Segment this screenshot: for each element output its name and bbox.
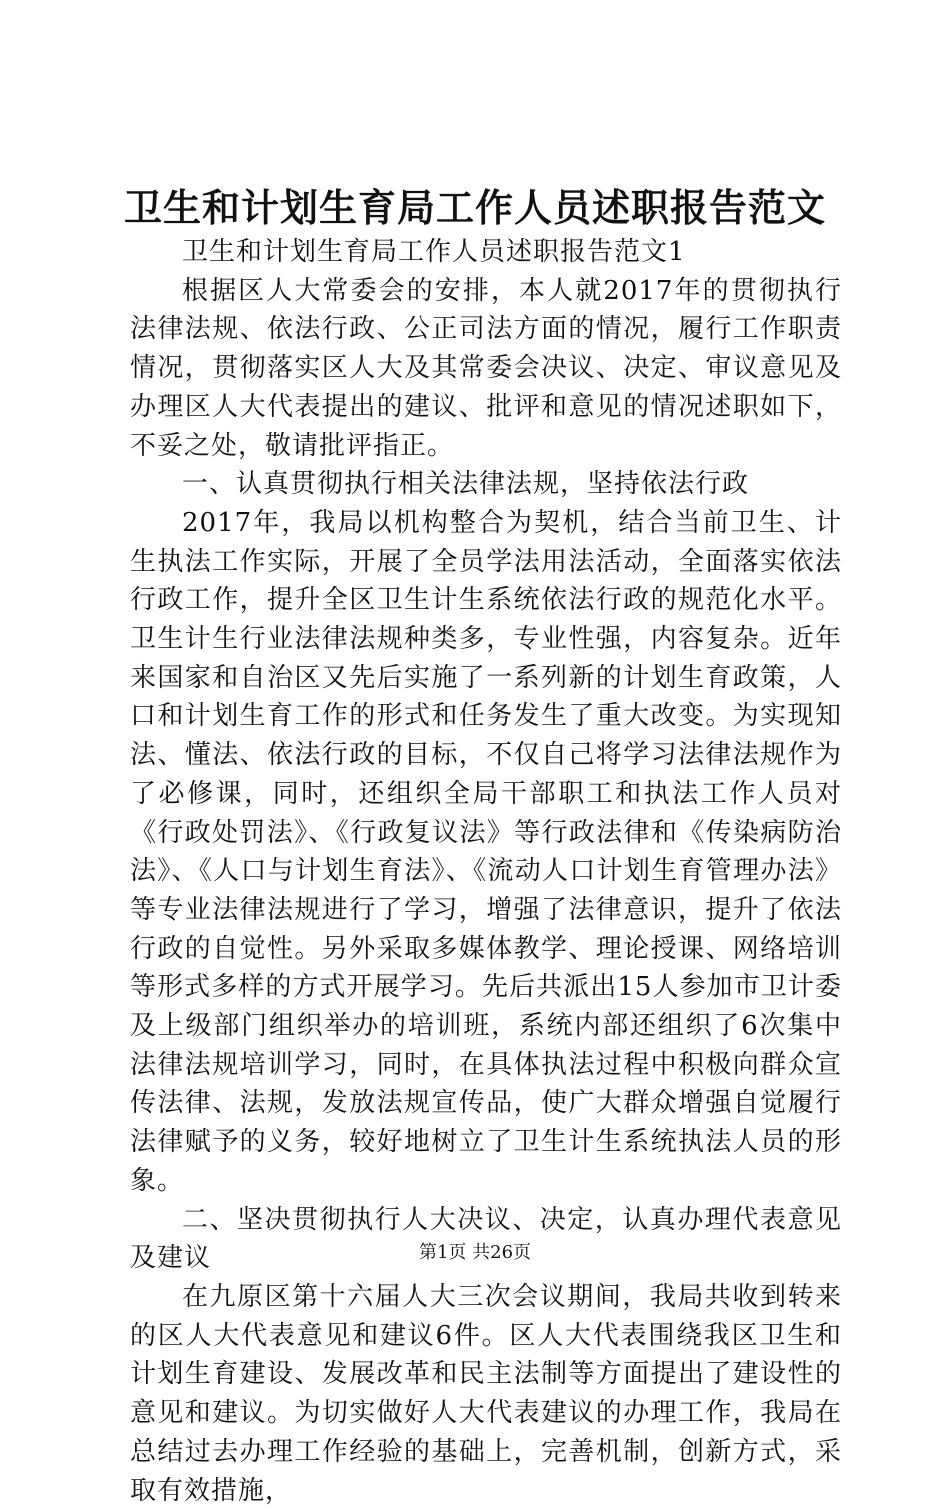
document-body bbox=[130, 233, 842, 1510]
section-heading-1: 一、认真贯彻执行相关法律法规，坚持依法行政 bbox=[182, 469, 750, 500]
intro-paragraph: 根据区人大常委会的安排，本人就2017年的贯彻执行法律法规、依法行政、公正司法方面的情况，履行工作职责情况，贯彻落实区人大及其常委会决议、决定、审议意见及办理区人大代表提出的建议、批评和意见的情况述职如下，不妥之处，敬请批评指正。 bbox=[130, 275, 842, 461]
section-2-paragraph: 在九原区第十六届人大三次会议期间，我局共收到转来的区人大代表意见和建议6件。区人大代表围绕我区卫生和计划生育建设、发展改革和民主法制等方面提出了建设性的意见和建议。为切实做好人大代表建议的办理工作，我局在总结过去办理工作经验的基础上，完善机制，创新方式，采取有效措施， bbox=[130, 1281, 842, 1506]
document-title: 卫生和计划生育局工作人员述职报告范文 bbox=[123, 185, 826, 230]
section-heading-2: 二、坚决贯彻执行人大决议、决定，认真办理代表意见及建议 bbox=[130, 1204, 842, 1274]
subtitle-paragraph: 卫生和计划生育局工作人员述职报告范文1 bbox=[182, 237, 686, 267]
page-number-footer: 第1页 共26页 bbox=[418, 1242, 532, 1263]
section-1-paragraph: 2017年，我局以机构整合为契机，结合当前卫生、计生执法工作实际，开展了全员学法用法活动，全面落实依法行政工作，提升全区卫生计生系统依法行政的规范化水平。卫生计生行业法律法规种类多，专业性强，内容复杂。近年来国家和自治区又先后实施了一系列新的计划生育政策，人口和计划生育工作的形式和任务发生了重大改变。为实现知法、懂法、依法行政的目标，不仅自己将学习法律法规作为了必修课，同时，还组织全局干部职工和执法工作人员对《行政处罚法》、《行政复议法》等行政法律和《传染病防治法》、《人口与计划生育法》、《流动人口计划生育管理办法》等专业法律法规进行了学习，增强了法律意识，提升了依法行政的自觉性。另外采取多媒体教学、理论授课、网络培训等形式多样的方式开展学习。先后共派出15人参加市卫计委及上级部门组织举办的培训班，系统内部还组织了6次集中法律法规培训学习，同时，在具体执法过程中积极向群众宣传法律、法规，发放法规宣传品，使广大群众增强自觉履行法律赋予的义务，较好地树立了卫生计生系统执法人员的形象。 bbox=[130, 507, 842, 1196]
